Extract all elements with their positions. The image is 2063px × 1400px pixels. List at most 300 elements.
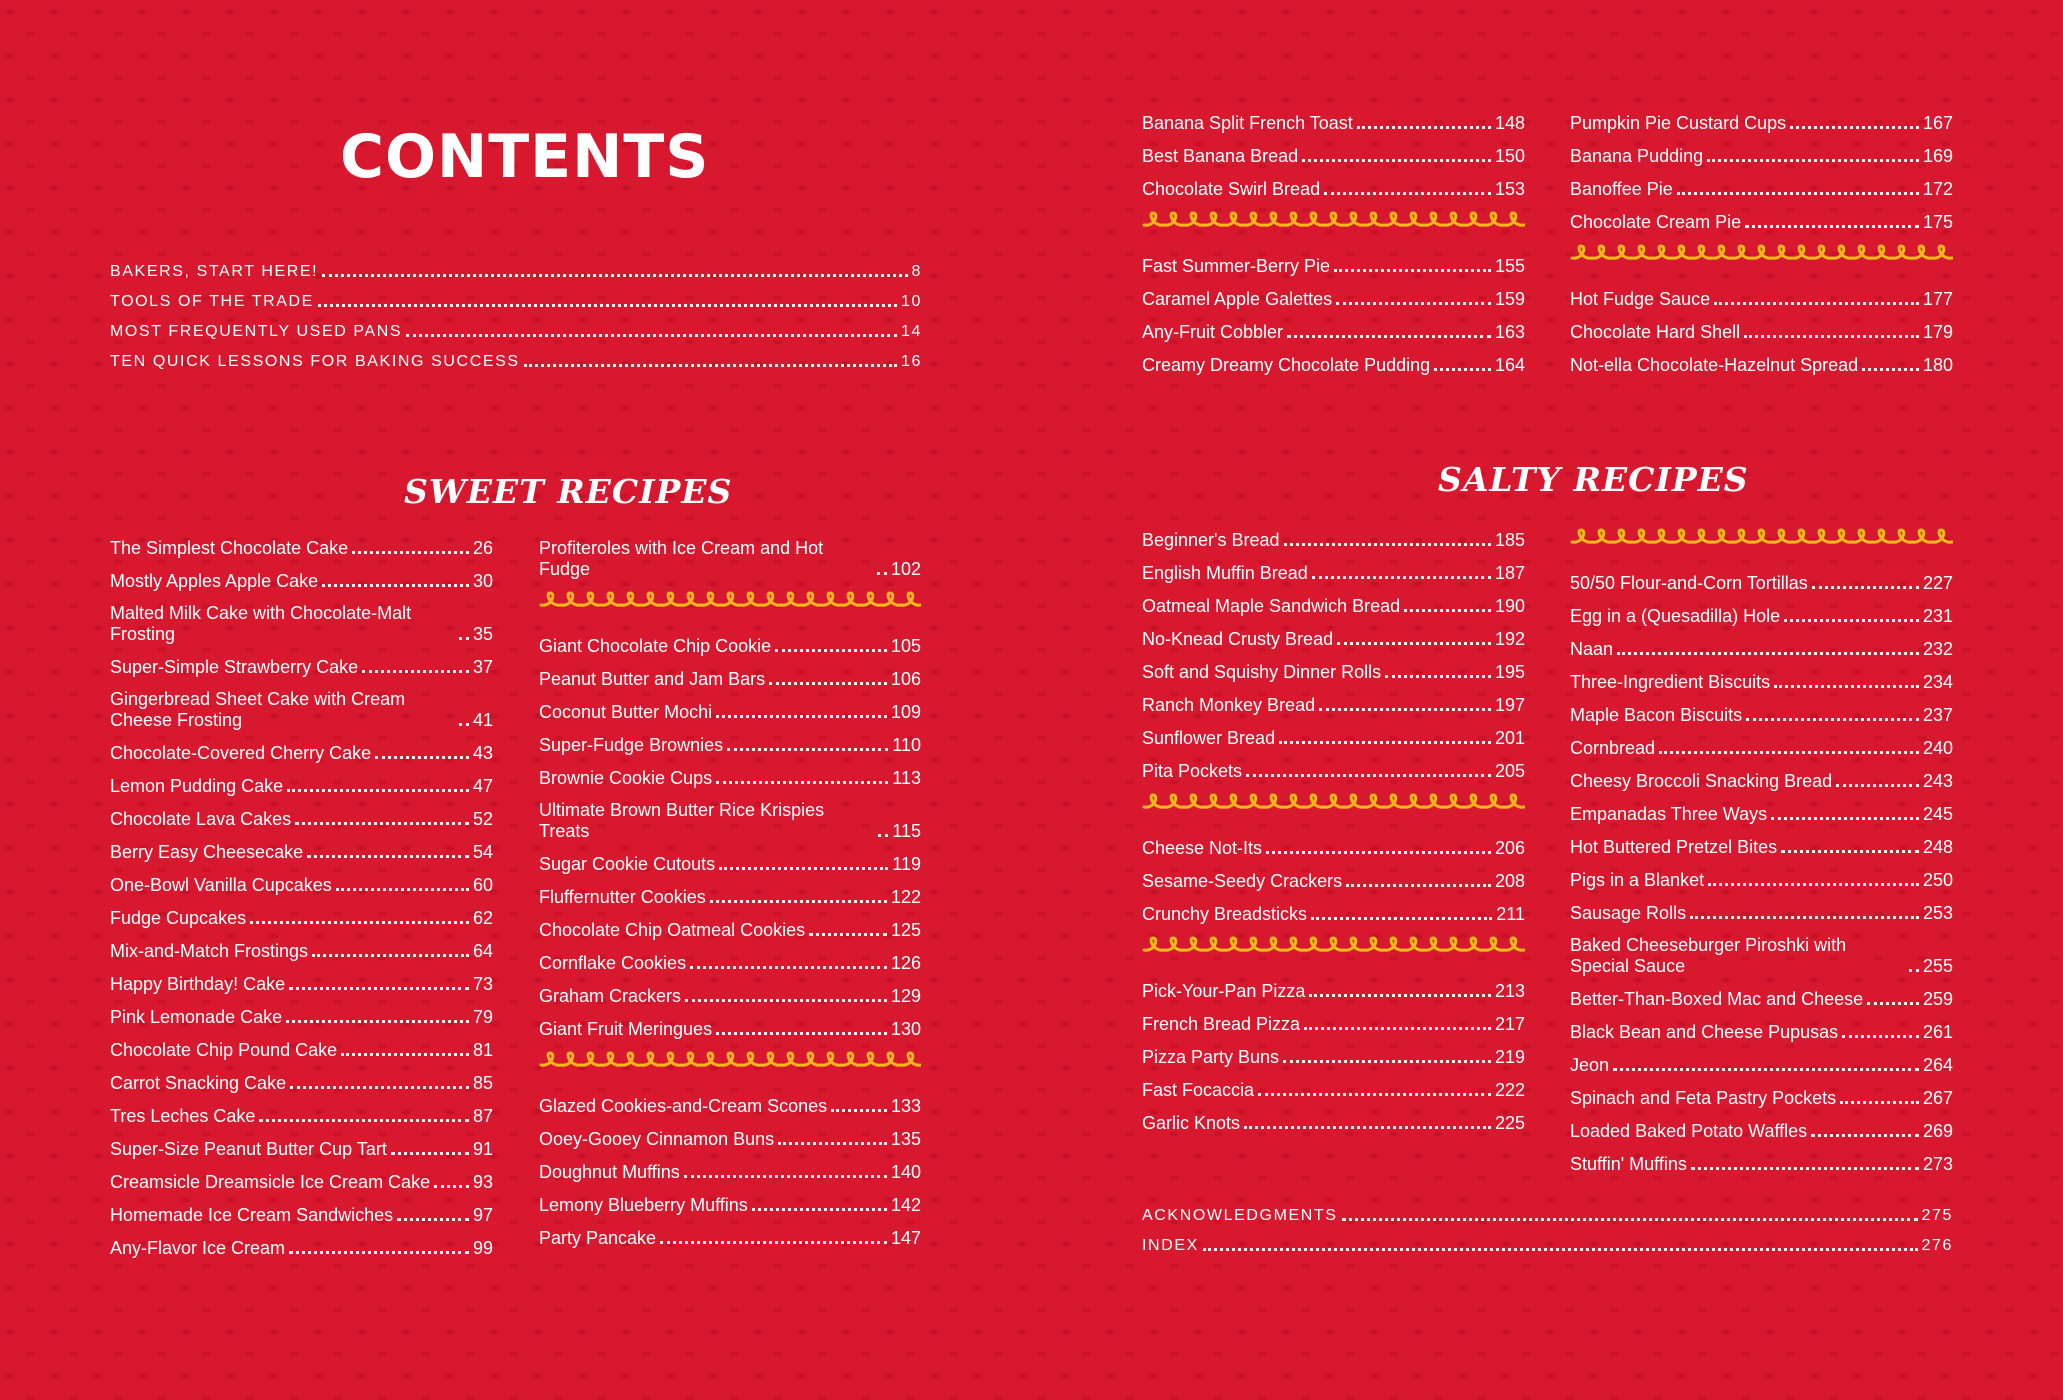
page-number: 87 [472,1106,493,1126]
page-number: 255 [1922,956,1953,976]
dot-leader [1334,269,1491,272]
page-number: 253 [1922,903,1953,923]
toc-entry [1142,1035,1525,1068]
page-number: 195 [1494,662,1525,682]
toc-entry [1142,518,1525,551]
page-number: 73 [472,974,493,994]
page-number: 147 [890,1228,921,1248]
entry-title: Mostly Apples Apple Cake [110,571,319,591]
page-title: CONTENTS [340,122,710,192]
dot-leader [1342,1218,1918,1221]
toc-entry [1570,627,1953,660]
entry-title: Pizza Party Buns [1142,1047,1280,1067]
dot-leader [1302,159,1491,162]
toc-entry [1142,617,1525,650]
dot-leader [1309,994,1491,997]
page-number: 102 [890,559,921,579]
page-number: 125 [890,920,921,940]
squiggle-divider [1142,782,1525,826]
page-number: 259 [1922,989,1953,1009]
dot-leader [286,1020,469,1023]
page-number: 37 [472,657,493,677]
squiggle-divider [1570,233,1953,277]
entry-title: Sesame-Seedy Crackers [1142,871,1343,891]
front-matter-list [110,252,922,372]
entry-title: Super-Simple Strawberry Cake [110,657,359,677]
entry-title: Hot Buttered Pretzel Bites [1570,837,1778,857]
dot-leader [1707,159,1919,162]
entry-title: TOOLS OF THE TRADE [110,293,314,310]
dot-leader [1867,1002,1919,1005]
toc-entry [539,875,921,908]
entry-title: Stuffin' Muffins [1570,1154,1687,1174]
entry-title: Lemon Pudding Cake [110,776,284,796]
entry-title: Pita Pockets [1142,761,1243,781]
page-number: 10 [901,293,922,310]
toc-entry [110,1226,493,1259]
entry-title: French Bread Pizza [1142,1014,1301,1034]
entry-title: Creamsicle Dreamsicle Ice Cream Cake [110,1172,431,1192]
dot-leader [318,304,897,307]
dot-leader [727,748,888,751]
page-number: 227 [1922,573,1953,593]
toc-entry [110,678,493,731]
entry-title: Oatmeal Maple Sandwich Bread [1142,596,1401,616]
dot-leader [1659,751,1919,754]
dot-leader [1311,917,1492,920]
entry-title: Banoffee Pie [1570,179,1673,199]
toc-entry [539,1150,921,1183]
dot-leader [1357,126,1491,129]
page-number: 222 [1494,1080,1525,1100]
page-number: 52 [472,809,493,829]
squiggle-divider [1570,517,1953,561]
top-group-4 [1570,277,1953,376]
page-number: 150 [1494,146,1525,166]
toc-entry [1142,1196,1953,1226]
entry-title: Any-Flavor Ice Cream [110,1238,286,1258]
page-number: 91 [472,1139,493,1159]
right-top-col2 [1570,101,1953,376]
entry-title: MOST FREQUENTLY USED PANS [110,323,403,340]
dot-leader [1774,685,1919,688]
dot-leader [289,1251,469,1254]
page-number: 62 [472,908,493,928]
dot-leader [1790,126,1919,129]
page-number: 217 [1494,1014,1525,1034]
page-number: 60 [472,875,493,895]
page-number: 269 [1922,1121,1953,1141]
page-number: 99 [472,1238,493,1258]
dot-leader [259,1119,469,1122]
entry-title: Three-Ingredient Biscuits [1570,672,1771,692]
toc-entry [539,756,921,789]
toc-entry [1570,660,1953,693]
entry-title: Not-ella Chocolate-Hazelnut Spread [1570,355,1859,375]
dot-leader [250,921,469,924]
dot-leader [289,987,469,990]
toc-entry [1142,101,1525,134]
squiggle-line [1570,528,1953,550]
salty-group-3 [1142,969,1525,1134]
page-number: 197 [1494,695,1525,715]
toc-entry [1142,551,1525,584]
page-number: 213 [1494,981,1525,1001]
dot-leader [1784,619,1919,622]
entry-title: Sunflower Bread [1142,728,1276,748]
page-number: 264 [1922,1055,1953,1075]
entry-title: Chocolate Hard Shell [1570,322,1741,342]
toc-entry [1142,826,1525,859]
page-number: 245 [1922,804,1953,824]
toc-entry [110,342,922,372]
toc-entry [110,731,493,764]
toc-entry [1570,924,1953,977]
entry-title: Chocolate Chip Pound Cake [110,1040,338,1060]
page-number: 110 [892,735,921,755]
dot-leader [1862,368,1919,371]
squiggle-line [1570,244,1953,266]
toc-entry [1142,310,1525,343]
page-number: 248 [1922,837,1953,857]
sweet-list-col1 [110,526,493,1259]
page-number: 133 [890,1096,921,1116]
entry-title: Chocolate Swirl Bread [1142,179,1321,199]
toc-entry [539,789,921,842]
toc-entry [110,1094,493,1127]
page-number: 79 [472,1007,493,1027]
toc-entry [1142,584,1525,617]
page-number: 261 [1922,1022,1953,1042]
page-number: 240 [1922,738,1953,758]
entry-title: Super-Fudge Brownies [539,735,724,755]
dot-leader [1909,969,1919,972]
entry-title: Baked Cheeseburger Piroshki with Special Sauce [1570,935,1847,976]
dot-leader [1434,368,1491,371]
page-number: 122 [890,887,921,907]
entry-title: TEN QUICK LESSONS FOR BAKING SUCCESS [110,353,520,370]
dot-leader [1812,586,1919,589]
dot-leader [434,1185,469,1188]
page-number: 129 [890,986,921,1006]
page-number: 276 [1921,1237,1953,1254]
toc-entry [1142,969,1525,1002]
dot-leader [287,789,469,792]
page-number: 30 [472,571,493,591]
dot-leader [1346,884,1491,887]
dot-leader [1244,1126,1491,1129]
dot-leader [1714,302,1919,305]
sweet-group-2 [539,624,921,1040]
dot-leader [1336,302,1491,305]
page-number: 237 [1922,705,1953,725]
page-number: 81 [472,1040,493,1060]
entry-title: Banana Pudding [1570,146,1704,166]
entry-title: BAKERS, START HERE! [110,263,319,280]
sweet-group-3 [539,1084,921,1249]
entry-title: Banana Split French Toast [1142,113,1353,133]
page-number: 206 [1494,838,1525,858]
entry-title: Graham Crackers [539,986,682,1006]
page-number: 219 [1494,1047,1525,1067]
entry-title: Pick-Your-Pan Pizza [1142,981,1306,1001]
entry-title: One-Bowl Vanilla Cupcakes [110,875,332,895]
dot-leader [1708,883,1919,886]
dot-leader [1266,851,1491,854]
dot-leader [1613,1068,1919,1071]
entry-title: Cornbread [1570,738,1656,758]
page-number: 142 [890,1195,921,1215]
toc-entry [1142,1101,1525,1134]
squiggle-divider [539,580,921,624]
squiggle-line [539,591,921,613]
dot-leader [1771,817,1919,820]
sweet-group-1 [539,527,921,580]
page-number: 273 [1922,1154,1953,1174]
entry-title: Fast Summer-Berry Pie [1142,256,1331,276]
entry-title: INDEX [1142,1237,1199,1254]
entry-title: Maple Bacon Biscuits [1570,705,1743,725]
toc-entry [539,1007,921,1040]
toc-entry [110,312,922,342]
entry-title: Doughnut Muffins [539,1162,680,1182]
dot-leader [690,966,887,969]
dot-leader [1284,543,1491,546]
dot-leader [1385,675,1491,678]
dot-leader [336,888,469,891]
dot-leader [831,1109,887,1112]
entry-title: Fast Focaccia [1142,1080,1255,1100]
page-number: 205 [1494,761,1525,781]
entry-title: Cheese Not-Its [1142,838,1263,858]
page-number: 126 [890,953,921,973]
toc-entry [539,1183,921,1216]
squiggle-line [1142,793,1525,815]
salty-list-col2 [1570,517,1953,1175]
dot-leader [719,867,888,870]
entry-title: Super-Size Peanut Butter Cup Tart [110,1139,387,1159]
dot-leader [716,1032,887,1035]
page-number: 175 [1922,212,1953,232]
entry-title: Black Bean and Cheese Pupusas [1570,1022,1839,1042]
toc-entry [110,764,493,797]
entry-title: Pumpkin Pie Custard Cups [1570,113,1787,133]
salty-group-4 [1570,561,1953,1175]
toc-entry [1570,858,1953,891]
page-number: 164 [1494,355,1525,375]
squiggle-divider [1142,200,1525,244]
squiggle-line [1142,936,1525,958]
toc-entry [1142,859,1525,892]
dot-leader [352,551,469,554]
toc-entry [1570,1043,1953,1076]
toc-entry [1142,167,1525,200]
toc-entry [1570,825,1953,858]
toc-entry [1570,561,1953,594]
right-top-col1 [1142,101,1525,376]
dot-leader [406,334,897,337]
entry-title: ACKNOWLEDGMENTS [1142,1207,1338,1224]
dot-leader [1246,774,1491,777]
toc-entry [1570,1010,1953,1043]
salty-group-2 [1142,826,1525,925]
salty-group-1 [1142,518,1525,782]
toc-entry [1570,759,1953,792]
entry-title: Happy Birthday! Cake [110,974,286,994]
dot-leader [1746,718,1919,721]
entry-title: No-Knead Crusty Bread [1142,629,1334,649]
toc-entry [539,1117,921,1150]
dot-leader [752,1208,887,1211]
toc-entry [110,929,493,962]
entry-title: Brownie Cookie Cups [539,768,713,788]
dot-leader [809,933,887,936]
page-number: 43 [472,743,493,763]
entry-title: Homemade Ice Cream Sandwiches [110,1205,394,1225]
entry-title: Lemony Blueberry Muffins [539,1195,748,1215]
page-number: 179 [1922,322,1953,342]
entry-title: Pigs in a Blanket [1570,870,1705,890]
page-number: 113 [892,768,921,788]
dot-leader [1842,1035,1919,1038]
entry-title: Coconut Butter Mochi [539,702,713,722]
toc-entry [110,1061,493,1094]
dot-leader [307,855,469,858]
sweet-list-col2 [539,527,921,1249]
toc-entry [539,624,921,657]
dot-leader [459,637,469,640]
page-number: 169 [1922,146,1953,166]
dot-leader [1312,576,1491,579]
page-number: 47 [472,776,493,796]
toc-entry [1142,892,1525,925]
page-number: 8 [911,263,922,280]
toc-entry [110,995,493,1028]
toc-entry [110,797,493,830]
dot-leader [1836,784,1919,787]
page-number: 16 [901,353,922,370]
page-number: 201 [1494,728,1525,748]
dot-leader [1744,335,1919,338]
page-number: 109 [890,702,921,722]
toc-entry [1142,134,1525,167]
toc-entry [110,1193,493,1226]
page-number: 187 [1494,563,1525,583]
page-number: 185 [1494,530,1525,550]
entry-title: Beginner's Bread [1142,530,1280,550]
page-number: 26 [472,538,493,558]
entry-title: English Muffin Bread [1142,563,1308,583]
toc-entry [1570,693,1953,726]
dot-leader [322,274,907,277]
page-number: 208 [1494,871,1525,891]
toc-entry [1142,1002,1525,1035]
toc-entry [110,863,493,896]
page-number: 93 [472,1172,493,1192]
toc-entry [1142,716,1525,749]
toc-entry [539,974,921,1007]
entry-title: Glazed Cookies-and-Cream Scones [539,1096,828,1116]
page-number: 267 [1922,1088,1953,1108]
toc-entry [110,830,493,863]
entry-title: Any-Fruit Cobbler [1142,322,1284,342]
toc-entry [1142,1068,1525,1101]
dot-leader [685,999,887,1002]
toc-entry [1142,650,1525,683]
entry-title: Giant Chocolate Chip Cookie [539,636,772,656]
salty-recipes-heading: SALTY RECIPES [1438,460,1749,499]
page-number: 192 [1494,629,1525,649]
entry-title: Ooey-Gooey Cinnamon Buns [539,1129,775,1149]
top-group-3 [1570,101,1953,233]
squiggle-line [1142,211,1525,233]
sweet-recipes-heading: SWEET RECIPES [404,472,733,511]
top-group-1 [1142,101,1525,200]
page-number: 155 [1494,256,1525,276]
toc-entry [1570,343,1953,376]
toc-entry [1142,244,1525,277]
page-number: 177 [1922,289,1953,309]
entry-title: Chocolate Chip Oatmeal Cookies [539,920,806,940]
dot-leader [1677,192,1919,195]
toc-entry [1570,167,1953,200]
page-number: 119 [892,854,921,874]
toc-entry [1570,1109,1953,1142]
toc-entry [110,896,493,929]
page-number: 275 [1921,1207,1953,1224]
entry-title: Ultimate Brown Butter Rice Krispies Treats [539,800,825,841]
toc-entry [1142,683,1525,716]
entry-title: Mix-and-Match Frostings [110,941,309,961]
toc-entry [110,1127,493,1160]
page-number: 105 [890,636,921,656]
toc-entry [539,908,921,941]
page-number: 130 [890,1019,921,1039]
entry-title: Cornflake Cookies [539,953,687,973]
dot-leader [1617,652,1919,655]
dot-leader [716,781,888,784]
toc-entry [539,941,921,974]
entry-title: Creamy Dreamy Chocolate Pudding [1142,355,1431,375]
page-number: 97 [472,1205,493,1225]
page-number: 106 [890,669,921,689]
dot-leader [1324,192,1491,195]
dot-leader [1690,916,1919,919]
page-number: 163 [1494,322,1525,342]
dot-leader [1279,741,1491,744]
toc-entry [110,526,493,559]
dot-leader [1781,850,1919,853]
dot-leader [524,364,897,367]
page-number: 243 [1922,771,1953,791]
dot-leader [778,1142,887,1145]
toc-entry [110,252,922,282]
entry-title: Fluffernutter Cookies [539,887,706,907]
page-number: 64 [472,941,493,961]
dot-leader [1258,1093,1491,1096]
dot-leader [1404,609,1491,612]
entry-title: Sugar Cookie Cutouts [539,854,716,874]
dot-leader [878,834,888,837]
salty-list-col1 [1142,518,1525,1134]
entry-title: Loaded Baked Potato Waffles [1570,1121,1808,1141]
toc-entry [539,1216,921,1249]
entry-title: Cheesy Broccoli Snacking Bread [1570,771,1833,791]
entry-title: Fudge Cupcakes [110,908,247,928]
entry-title: Hot Fudge Sauce [1570,289,1711,309]
entry-title: Naan [1570,639,1614,659]
toc-entry [539,657,921,690]
